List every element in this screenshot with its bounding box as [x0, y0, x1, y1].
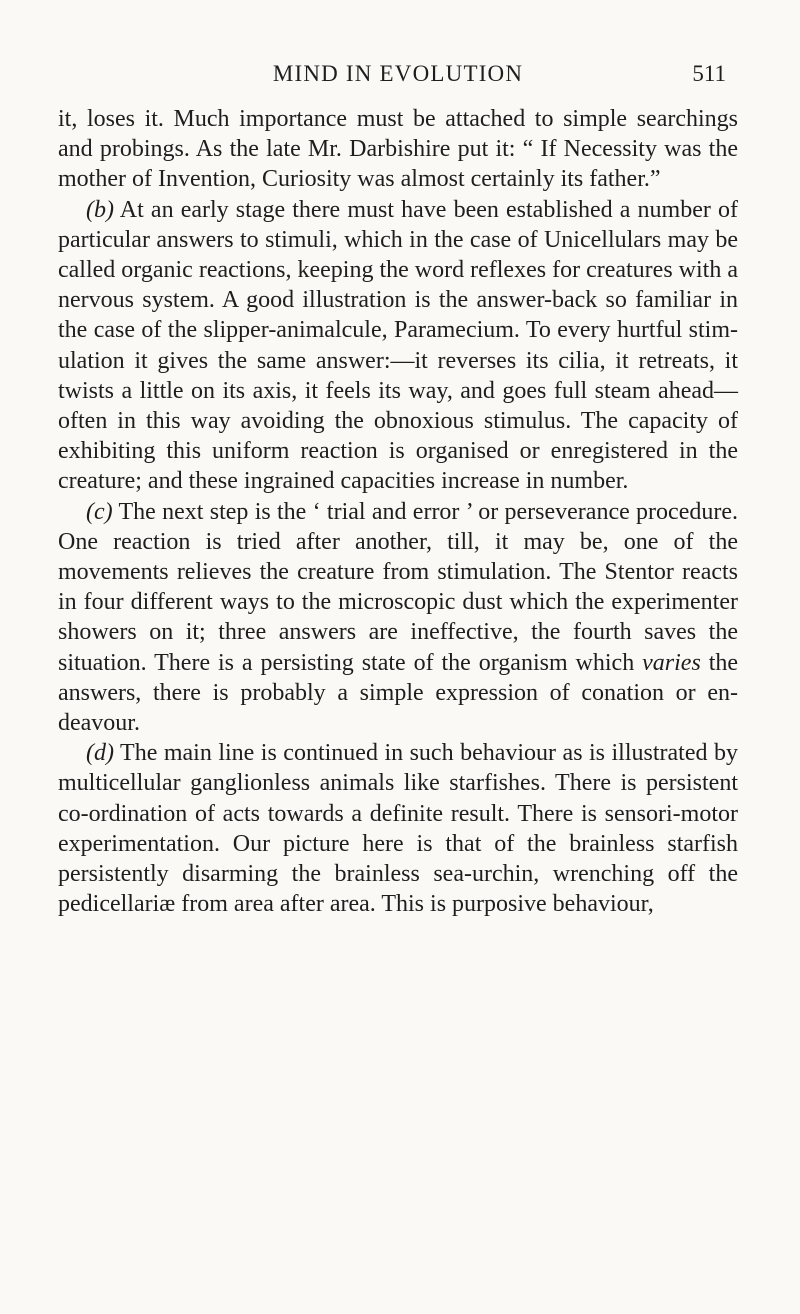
paragraph-text: The main line is continued in such behaviour as is illustrated by multicellular ganglionless animals like starfishes. There is persistent co-ordination of acts towards a definite result. There is sensori-motor experimentation. Our picture here is that of the brainless starfish persistently disarming the brainless sea-urchin, wrenching off the pedicellariæ from area after area. This is purposive behaviour, — [58, 740, 738, 918]
paragraph-text: it, loses it. Much importance must be attached to simple searchings and probings. As the late Mr. Darbishire put it: “ If Necessity was the mother of Invention, Curiosity was almost certainly its father.” — [58, 106, 738, 193]
running-title: MIND IN EVOLUTION — [272, 61, 524, 86]
page-number: 511 — [692, 61, 726, 86]
paragraph-text: At an early stage there must have been established a number of particular answers to stimuli, which in the case of Unicellulars may be called organic reactions, keeping the word reflexes for creatures with a nervous system. A good illustration is the answer-back so familiar in the case of the slipper-animalcule, Paramecium. To every hurtful stimulation it gives the same answer:—it reverses its cilia, it retreats, it twists a little on its axis, it feels its way, and goes full steam ahead—often in this way avoiding the obnoxious stimulus. The capacity of exhibiting this uniform reaction is organised or enregistered in the creature; and these ingrained capacities increase in number. — [58, 196, 738, 495]
paragraph-marker: (d) — [86, 740, 114, 767]
running-header — [58, 58, 738, 98]
book-page — [58, 58, 738, 919]
emphasized-word: varies — [642, 649, 701, 676]
paragraph-text: The next step is the ‘ trial and error ’ or perseverance procedure. One reaction is tried after another, till, it may be, one of the movements relieves the creature from stimulation. The Stentor reacts in four different ways to the microscopic dust which the experimenter showers on it; three answers are ineffective, the fourth saves the situation. There is a persisting state of the organism which — [58, 498, 738, 676]
paragraph-marker: (c) — [86, 498, 113, 525]
paragraph-marker: (b) — [86, 196, 114, 223]
paragraph-b — [58, 195, 738, 497]
body-text — [58, 104, 738, 919]
paragraph-d — [58, 738, 738, 919]
paragraph-c — [58, 497, 738, 739]
paragraph-continued — [58, 104, 738, 195]
paragraph-text-continued: the answers, there is probably a simple expression of conation or endeavour. — [58, 649, 739, 737]
